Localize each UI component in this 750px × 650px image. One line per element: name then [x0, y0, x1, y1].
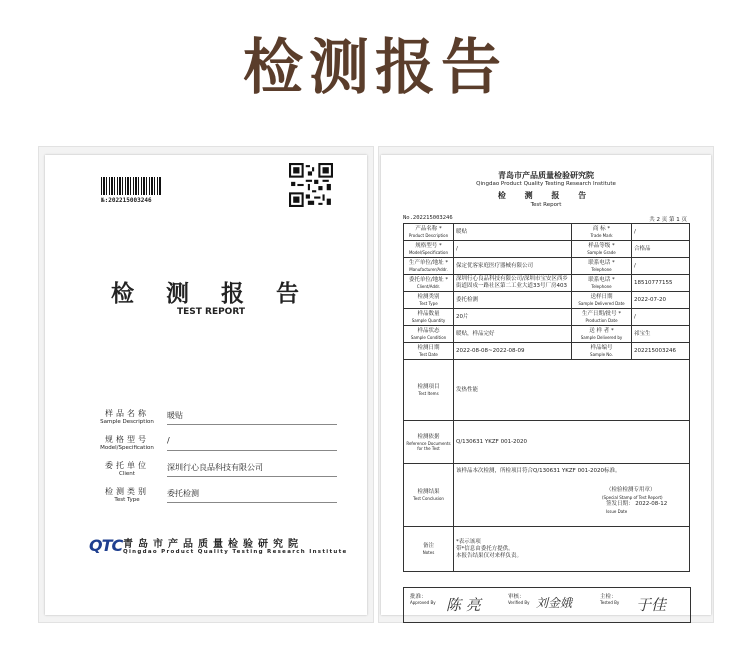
cover-field-testtype — [95, 486, 335, 510]
cover-title: 检 测 报 告 — [110, 281, 312, 307]
row-value: 2022-07-20 — [632, 292, 690, 309]
basis-label: 检测依据 — [417, 433, 440, 440]
table-row — [404, 464, 690, 527]
report-title: 检 测 报 告 — [497, 191, 595, 200]
notes-cell — [454, 527, 690, 572]
field-label-en: Client — [119, 471, 135, 477]
row-value: / — [632, 258, 690, 275]
verified-signature: 刘金娥 — [536, 596, 573, 610]
row-value: 暖贴，样品完好 — [454, 326, 572, 343]
field-label: 委托单位 — [105, 461, 149, 470]
conclusion-label-en: Test Conclusion — [413, 496, 444, 501]
table-row — [404, 275, 690, 292]
cover-panel — [38, 146, 374, 623]
row-value: 暖贴 — [454, 224, 572, 241]
cover-subtitle: TEST REPORT — [176, 307, 246, 317]
row-value: / — [632, 309, 690, 326]
qtc-logo: QTC — [89, 536, 123, 555]
basis-label-en: Reference Documents for the Test — [406, 440, 451, 451]
conclusion-cell — [454, 464, 690, 527]
table-row — [404, 343, 690, 360]
items-label: 检测项目 — [417, 384, 440, 390]
row-value: 20片 — [454, 309, 572, 326]
row-label: 规格型号 * Model/Specification — [404, 241, 454, 258]
row-label: 检测类别 Test Type — [404, 292, 454, 309]
approved-label: 批准： Approved By — [410, 594, 436, 605]
row-value: 深圳行心良品科技有限公司/深圳市宝安区西乡街道固戍一路社区第二工业大道33号厂房403 — [454, 275, 572, 292]
cover-field-client — [95, 460, 335, 484]
notes-label-en: Notes — [422, 550, 435, 555]
field-label-en: Model/Specification — [100, 445, 154, 451]
field-label: 样品名称 — [105, 409, 149, 418]
row-label: 联系电话 * Telephone — [572, 275, 632, 292]
institute-name: 青岛市产品质量检验研究院 — [123, 539, 303, 550]
row-value: 202215003246 — [632, 343, 690, 360]
row-value: / — [632, 224, 690, 241]
verified-label: 审核： Verified By — [508, 594, 530, 605]
cover-field-model — [95, 434, 335, 458]
barcode — [101, 177, 161, 195]
table-row — [404, 241, 690, 258]
row-label: 检测日期 Test Date — [404, 343, 454, 360]
row-label: 联系电话 * Telephone — [572, 258, 632, 275]
report-title-en: Test Report — [530, 202, 562, 208]
row-label: 送样日期 Sample Delivered Date — [572, 292, 632, 309]
table-row — [404, 309, 690, 326]
signature-row — [403, 587, 691, 623]
table-row — [404, 360, 690, 421]
table-row — [404, 421, 690, 464]
items-value: 发热性能 — [454, 360, 690, 421]
row-label: 送 样 者 * Sample Delivered by — [572, 326, 632, 343]
row-value: / — [454, 241, 572, 258]
row-label: 委托单位/地址 * Client/Addr. — [404, 275, 454, 292]
barcode-number: №:202215003246 — [101, 197, 152, 204]
tested-signature: 于佳 — [636, 596, 667, 614]
field-label: 规格型号 — [105, 435, 149, 444]
field-value: 深圳行心良品科技有限公司 — [167, 462, 337, 477]
notes-label: 备注 — [422, 543, 434, 549]
stamp-text: （检验检测专用章） — [606, 487, 656, 493]
table-row — [404, 258, 690, 275]
table-row — [404, 292, 690, 309]
row-value: 合格品 — [632, 241, 690, 258]
report-number: No.202215003246 — [403, 215, 453, 221]
row-label: 商 标 * Trade Mark — [572, 224, 632, 241]
report-institute: 青岛市产品质量检验研究院 — [498, 171, 594, 180]
approved-signature: 陈 亮 — [446, 596, 481, 614]
note-line: *表示该项 — [456, 538, 481, 545]
row-label: 样品数量 Sample Quantity — [404, 309, 454, 326]
issue-label: 签发日期： — [606, 501, 634, 507]
row-value: 保定优客家庭医疗器械有限公司 — [454, 258, 572, 275]
row-value: 2022-08-08~2022-08-09 — [454, 343, 572, 360]
qr-code — [289, 163, 333, 207]
cover-sheet — [45, 155, 367, 615]
institute-name-en: Qingdao Product Quality Testing Research Institute — [123, 549, 348, 555]
basis-value: Q/130631 YKZF 001-2020 — [454, 421, 690, 464]
row-value: 委托检测 — [454, 292, 572, 309]
conclusion-value: 该样品本次检测，所检项目符合Q/130631 YKZF 001-2020标准。 — [456, 468, 621, 474]
field-value: / — [167, 436, 337, 451]
tested-label: 主检： Tested By — [600, 594, 620, 605]
field-value: 委托检测 — [167, 488, 337, 503]
cover-field-sample — [95, 408, 335, 432]
row-value: 祁宝生 — [632, 326, 690, 343]
issue-date: 2022-08-12 — [635, 501, 668, 507]
conclusion-label: 检测结果 — [417, 489, 440, 495]
page-title: 检测报告 — [243, 33, 507, 103]
report-table — [403, 223, 690, 572]
report-panel — [378, 146, 714, 623]
field-label-en: Sample Description — [100, 419, 154, 425]
row-label: 样品等级 * Sample Grade — [572, 241, 632, 258]
table-row — [404, 527, 690, 572]
row-label: 样品编号 Sample No. — [572, 343, 632, 360]
row-label: 生产日期/批号 * Production Date — [572, 309, 632, 326]
issue-label-en: Issue Date — [606, 509, 628, 514]
table-row — [404, 326, 690, 343]
table-row — [404, 224, 690, 241]
report-institute-en: Qingdao Product Quality Testing Research Institute — [476, 181, 616, 187]
note-line: 本报告结果仅对来样负责。 — [456, 552, 523, 559]
row-value: 18510777155 — [632, 275, 690, 292]
items-label-en: Test Items — [418, 391, 439, 396]
field-value: 暖贴 — [167, 410, 337, 425]
note-line: 带*信息由委托方提供。 — [456, 545, 514, 552]
page-info: 共 2 页 第 1 页 — [649, 217, 687, 223]
field-label-en: Test Type — [114, 497, 140, 503]
stamp-text-en: (Special Stamp of Test Report) — [602, 495, 663, 500]
report-sheet — [381, 155, 711, 615]
row-label: 生产单位/地址 * Manufacturer/Addr. — [404, 258, 454, 275]
row-label: 产品名称 * Product Description — [404, 224, 454, 241]
field-label: 检测类别 — [105, 487, 149, 496]
row-label: 样品状态 Sample Condition — [404, 326, 454, 343]
